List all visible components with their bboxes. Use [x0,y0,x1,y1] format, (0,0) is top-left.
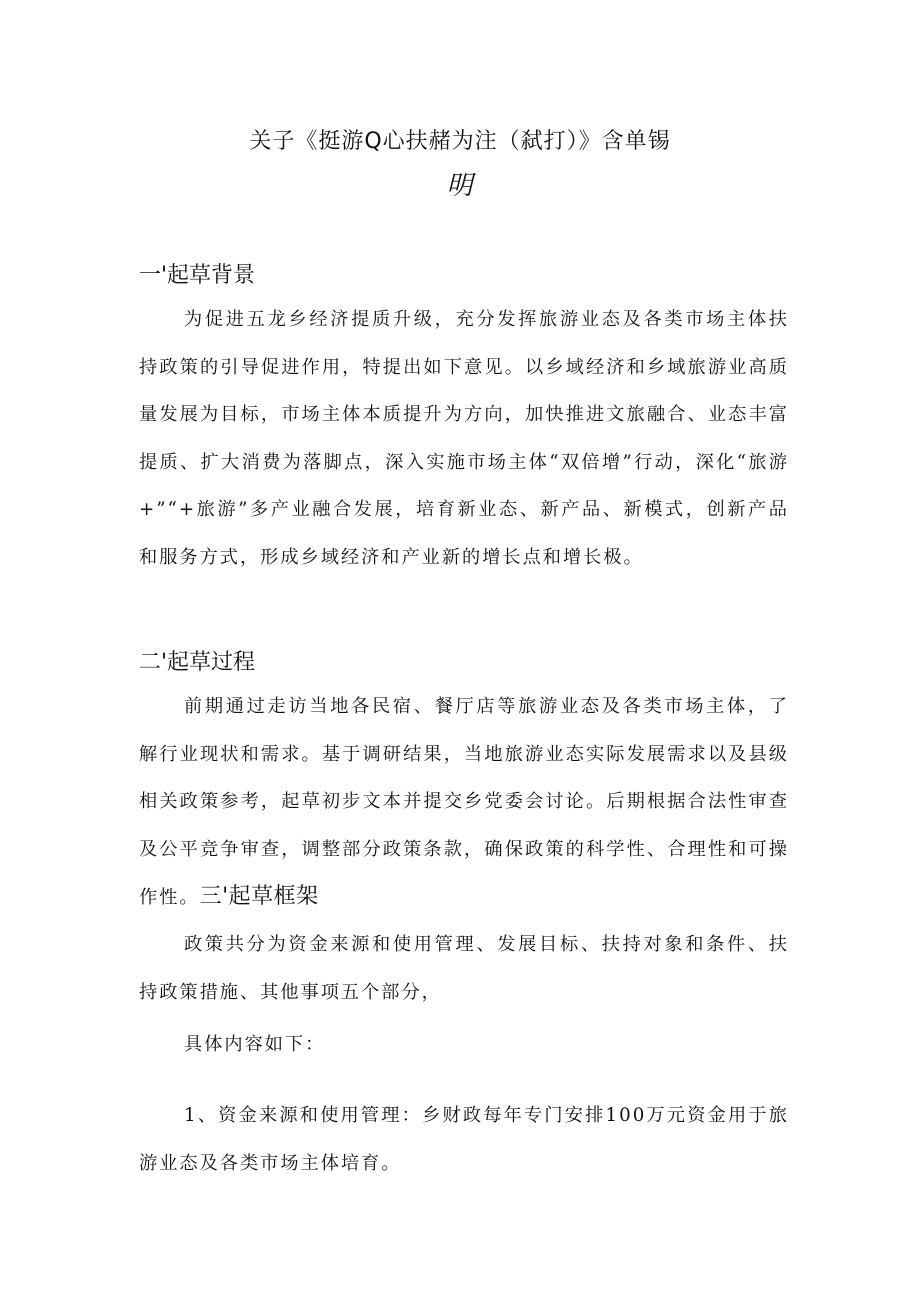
section-paragraph-process [139,683,789,922]
section-heading-background: 一'起草背景 [139,263,256,288]
section-paragraph-background: 为促进五龙乡经济提质升级，充分发挥旅游业态及各类市场主体扶持政策的引导促进作用，特提出如下意见。以乡域经济和乡域旅游业高质量发展为目标，市场主体本质提升为方向，加快推进文旅融合、业态丰富提质、扩大消费为落脚点，深入实施市场主体“双倍增”行动，深化“旅游+”“+旅游”多产业融合发展，培育新业态、新产品、新模式，创新产品和服务方式，形成乡域经济和产业新的增长点和增长极。 [139,309,789,568]
section-heading-framework: 三'起草框架 [199,884,319,909]
section-heading-process: 二'起草过程 [139,650,256,675]
document-title: 关子《挺游Q心扶赭为注（弑打）》含单锡 [249,129,671,154]
list-item-funding: 1、资金来源和使用管理：乡财政每年专门安排100万元资金用于旅游业态及各类市场主体培育。 [139,1105,789,1174]
document-title-continuation: 明 [446,171,474,201]
process-text: 前期通过走访当地各民宿、餐厅店等旅游业态及各类市场主体，了解行业现状和需求。基于调研结果，当地旅游业态实际发展需求以及县级相关政策参考，起草初步文本并提交乡党委会讨论。后期根据合法性审查及公平竞争审查，调整部分政策条款，确保政策的科学性、合理性和可操作性。 [139,696,789,908]
section-paragraph-framework: 政策共分为资金来源和使用管理、发展目标、扶持对象和条件、扶持政策措施、其他事项五个部分， [139,934,789,1003]
content-intro-line: 具体内容如下： [184,1034,326,1055]
